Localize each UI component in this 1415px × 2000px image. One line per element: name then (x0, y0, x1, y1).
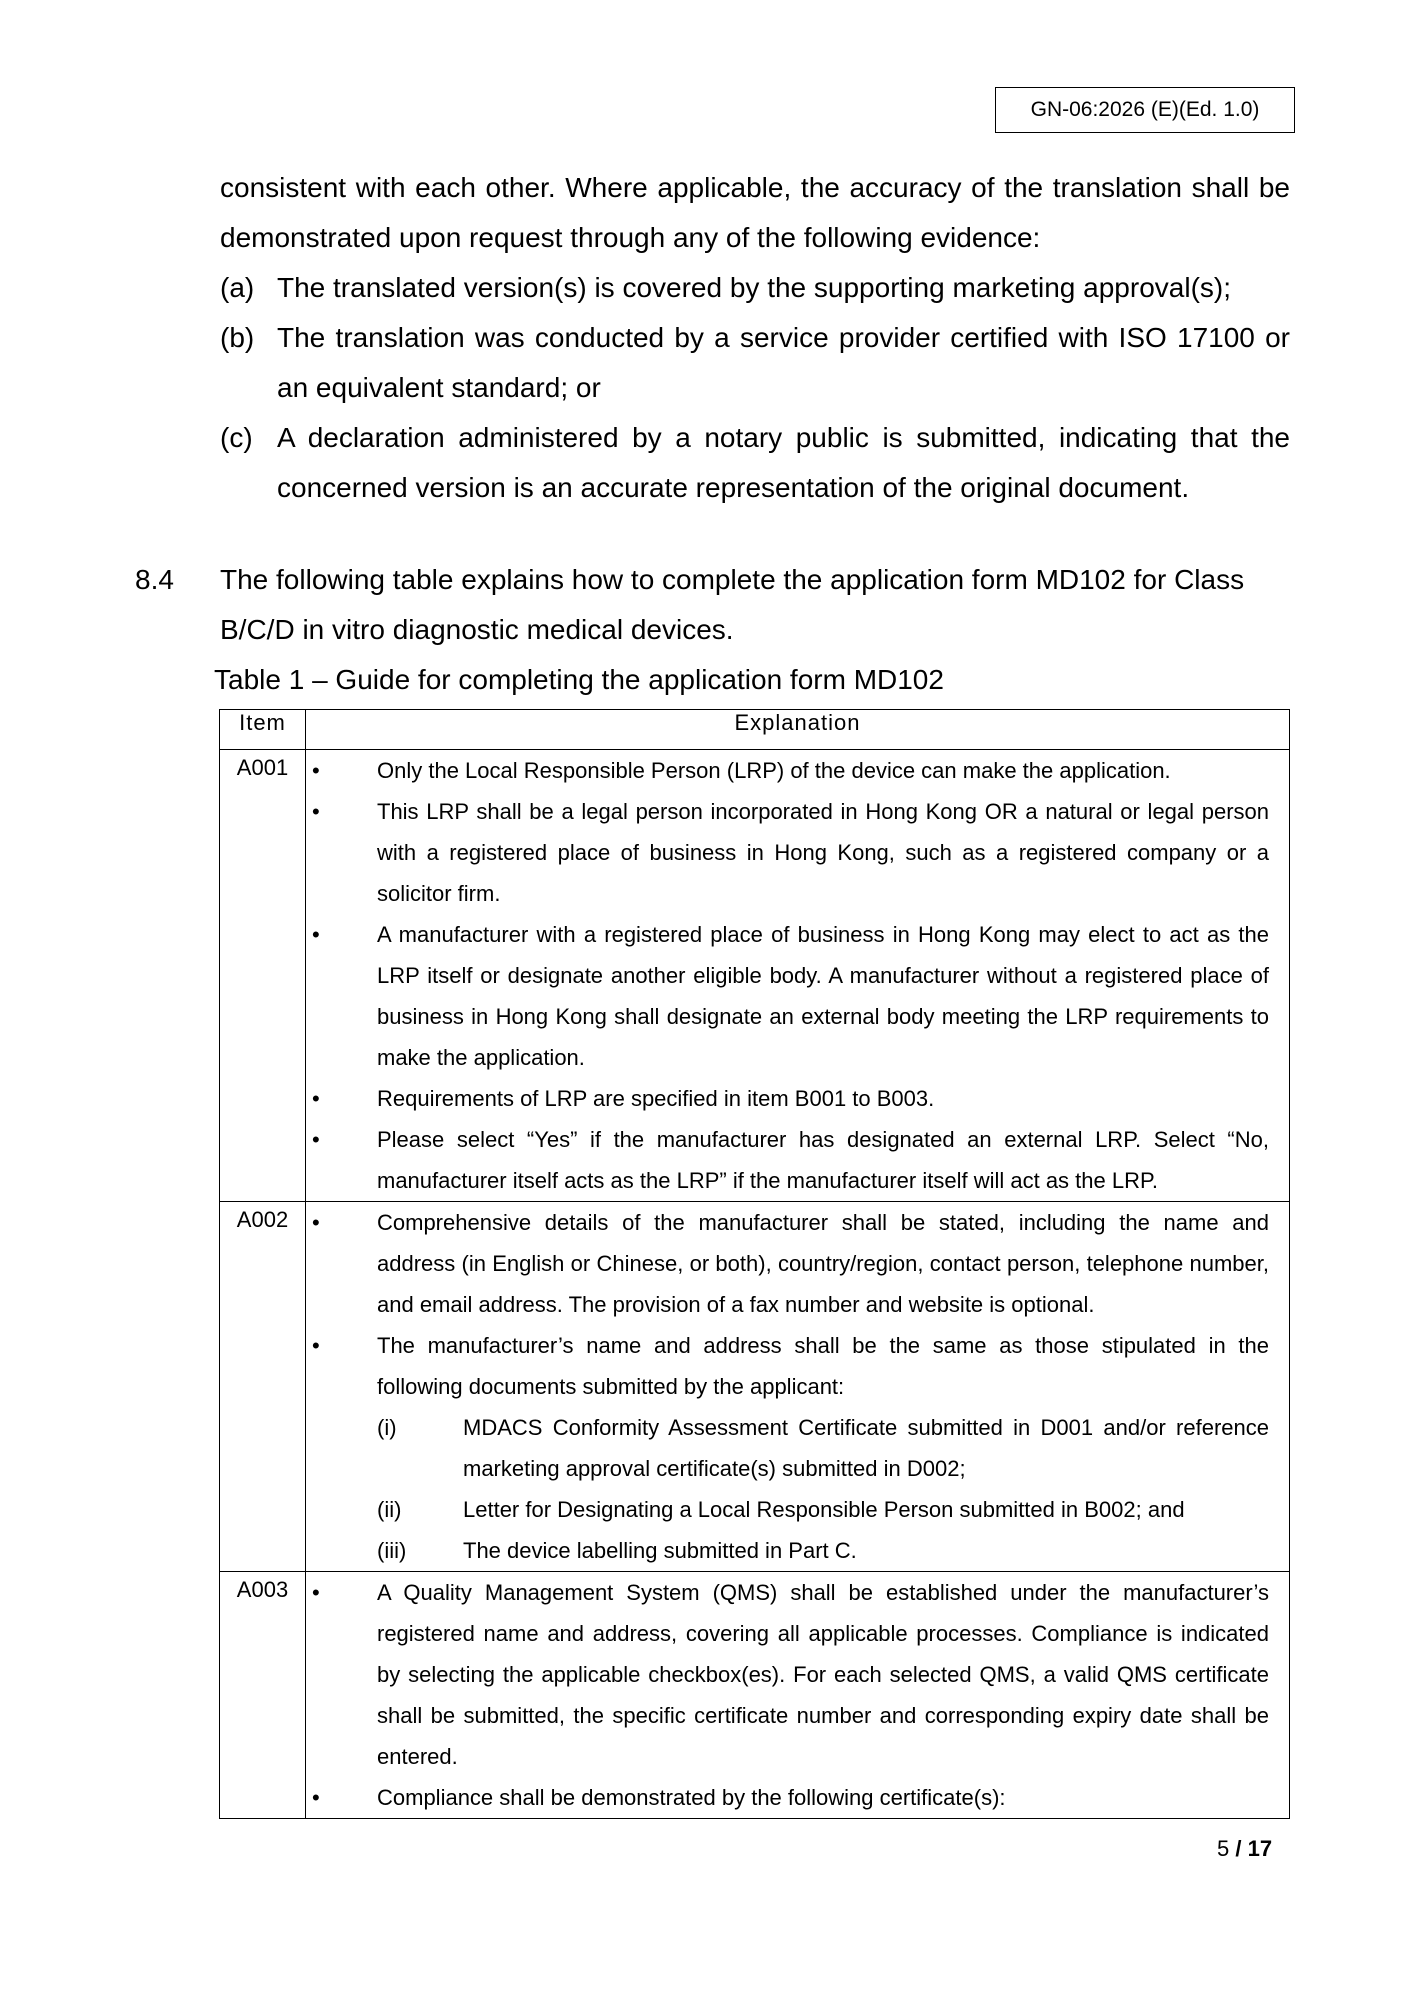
bullet-text: Only the Local Responsible Person (LRP) of the device can make the application. (377, 758, 1171, 783)
bullet-icon: • (312, 922, 320, 947)
explanation-cell (306, 750, 1290, 1202)
bullet-text: A manufacturer with a registered place of business in Hong Kong may elect to act as the LRP itself or designate another eligible body. A manufacturer without a registered place of business in Hong Kong shall designate an external body meeting the LRP requirements to make the application. (377, 922, 1269, 1070)
sub-list-item (306, 1489, 1269, 1530)
total-pages: 17 (1247, 1836, 1273, 1861)
bullet-text: Requirements of LRP are specified in item B001 to B003. (377, 1086, 935, 1111)
sub-list-label: (i) (377, 1415, 397, 1440)
list-item-text: The translated version(s) is covered by the supporting marketing approval(s); (277, 272, 1231, 303)
bullet-text: A Quality Management System (QMS) shall be established under the manufacturer’s registered name and address, covering all applicable processes. Compliance is indicated by selecting the applicable checkbox(es). For each selected QMS, a valid QMS certificate shall be submitted, the specific certificate number and corresponding expiry date shall be entered. (377, 1580, 1269, 1769)
bullet-item (306, 1325, 1269, 1407)
sub-list-item (306, 1407, 1269, 1489)
table-row (220, 1572, 1290, 1819)
page-number (1217, 1836, 1272, 1862)
list-item-label: (a) (220, 272, 255, 303)
bullet-icon: • (312, 1086, 320, 1111)
section-text: The following table explains how to complete the application form MD102 for Class B/C/D in vitro diagnostic medical devices. (220, 564, 1245, 645)
table-row (220, 1202, 1290, 1572)
guide-table (219, 709, 1290, 1819)
sub-list-text: MDACS Conformity Assessment Certificate submitted in D001 and/or reference marketing approval certificate(s) submitted in D002; (463, 1415, 1269, 1481)
explanation-cell (306, 1202, 1290, 1572)
list-item (220, 413, 1290, 513)
intro-text: consistent with each other. Where applicable, the accuracy of the translation shall be demonstrated upon request through any of the following evidence: (220, 172, 1290, 253)
sub-list-label: (ii) (377, 1497, 402, 1522)
document-id-box: GN-06:2026 (E)(Ed. 1.0) (995, 87, 1295, 133)
bullet-text: Compliance shall be demonstrated by the following certificate(s): (377, 1785, 1006, 1810)
bullet-item (306, 1119, 1269, 1201)
page-separator: / (1235, 1836, 1242, 1861)
bullet-icon: • (312, 1127, 320, 1152)
bullet-icon: • (312, 1580, 320, 1605)
section-8-4 (135, 555, 1290, 655)
bullet-item (306, 1777, 1269, 1818)
bullet-icon: • (312, 1785, 320, 1810)
bullet-text: Please select “Yes” if the manufacturer has designated an external LRP. Select “No, manufacturer itself acts as the LRP” if the manufacturer itself will act as the LRP. (377, 1127, 1269, 1193)
item-column-header: Item (220, 710, 306, 750)
sub-list-label: (iii) (377, 1538, 407, 1563)
evidence-list (220, 263, 1290, 513)
list-item-label: (c) (220, 422, 253, 453)
current-page: 5 (1217, 1836, 1230, 1861)
table-caption: Table 1 – Guide for completing the application form MD102 (214, 664, 944, 695)
bullet-text: The manufacturer’s name and address shall be the same as those stipulated in the following documents submitted by the applicant: (377, 1333, 1269, 1399)
table-header-row (220, 710, 1290, 750)
list-item-text: The translation was conducted by a service provider certified with ISO 17100 or an equivalent standard; or (277, 322, 1290, 403)
bullet-icon: • (312, 1210, 320, 1235)
item-code: A001 (220, 750, 306, 1202)
item-code: A002 (220, 1202, 306, 1572)
bullet-icon: • (312, 799, 320, 824)
bullet-item (306, 1078, 1269, 1119)
sub-list-item (306, 1530, 1269, 1571)
bullet-item (306, 1202, 1269, 1325)
list-item-text: A declaration administered by a notary public is submitted, indicating that the concerned version is an accurate representation of the original document. (277, 422, 1290, 503)
list-item (220, 313, 1290, 413)
explanation-column-header: Explanation (306, 710, 1290, 750)
section-number: 8.4 (135, 564, 174, 595)
explanation-cell (306, 1572, 1290, 1819)
sub-list-text: Letter for Designating a Local Responsible Person submitted in B002; and (463, 1497, 1185, 1522)
bullet-item (306, 1572, 1269, 1777)
bullet-item (306, 914, 1269, 1078)
sub-list-text: The device labelling submitted in Part C. (463, 1538, 857, 1563)
bullet-item (306, 791, 1269, 914)
bullet-text: This LRP shall be a legal person incorporated in Hong Kong OR a natural or legal person with a registered place of business in Hong Kong, such as a registered company or a solicitor firm. (377, 799, 1269, 906)
bullet-icon: • (312, 1333, 320, 1358)
bullet-text: Comprehensive details of the manufacturer shall be stated, including the name and address (in English or Chinese, or both), country/region, contact person, telephone number, and email address. The provision of a fax number and website is optional. (377, 1210, 1269, 1317)
bullet-item (306, 750, 1269, 791)
list-item-label: (b) (220, 322, 255, 353)
item-code: A003 (220, 1572, 306, 1819)
table-row (220, 750, 1290, 1202)
intro-paragraph (220, 163, 1290, 513)
list-item (220, 263, 1290, 313)
bullet-icon: • (312, 758, 320, 783)
